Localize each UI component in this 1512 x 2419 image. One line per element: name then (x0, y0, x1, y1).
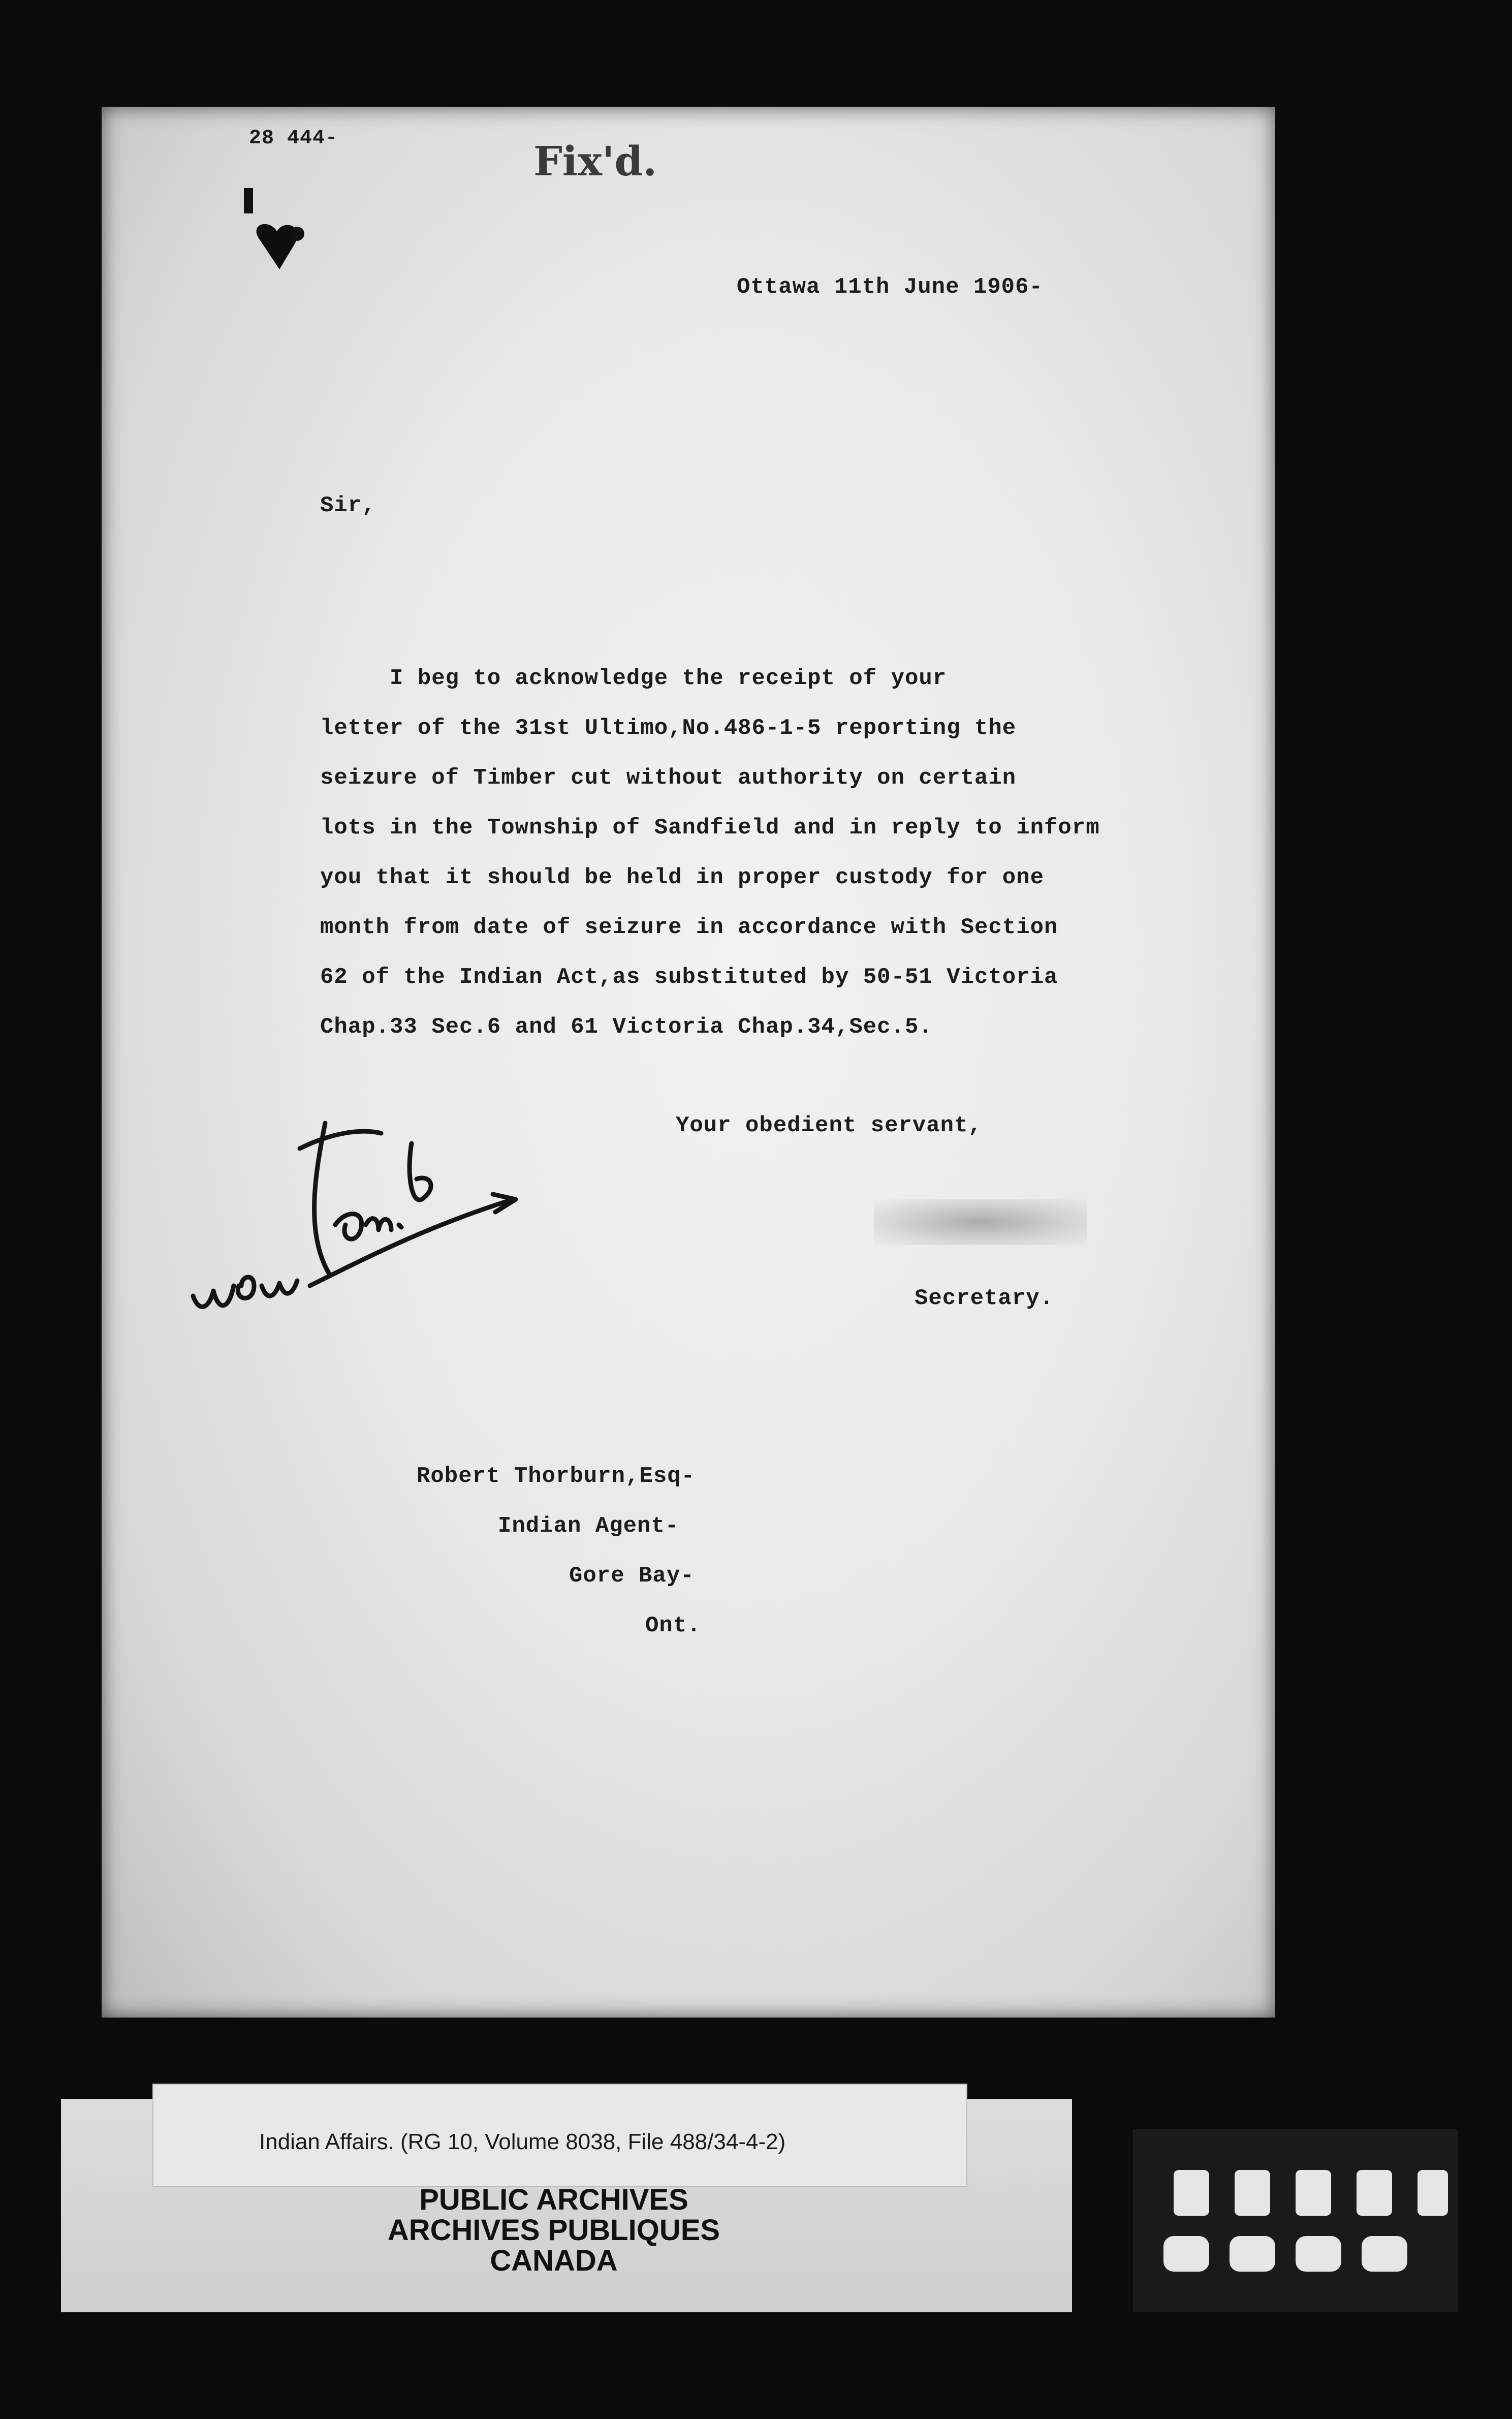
letter-salutation: Sir, (320, 493, 376, 518)
body-line: Chap.33 Sec.6 and 61 Victoria Chap.34,Sec.5. (320, 1014, 933, 1040)
letter-closing: Your obedient servant, (676, 1113, 982, 1138)
archive-reference: Indian Affairs. (RG 10, Volume 8038, File 488/34-4-2) (259, 2129, 786, 2154)
archive-name-en: PUBLIC ARCHIVES (419, 2183, 688, 2216)
file-reference-number: 28 444- (249, 127, 338, 150)
handwritten-note-text: Wm Com. to (178, 1072, 181, 1073)
letter-sheet (102, 107, 1275, 2018)
signature-smudge (874, 1199, 1087, 1245)
ink-blot-mark (239, 183, 315, 295)
body-line: lots in the Township of Sandfield and in reply to inform (320, 815, 1100, 841)
letter-dateline: Ottawa 11th June 1906- (737, 274, 1043, 300)
addressee-town: Gore Bay- (569, 1563, 695, 1589)
filed-stamp: Fix'd. (533, 137, 657, 185)
body-line: you that it should be held in proper custody for one (320, 865, 1045, 890)
body-line: month from date of seizure in accordance with Section (320, 915, 1058, 940)
body-line: I beg to acknowledge the receipt of your (320, 666, 947, 691)
addressee-province: Ont. (645, 1613, 701, 1638)
archive-name-fr: ARCHIVES PUBLIQUES (387, 2214, 720, 2247)
body-line: 62 of the Indian Act,as substituted by 50-51 Victoria (320, 965, 1058, 990)
addressee-name: Robert Thorburn,Esq- (417, 1464, 696, 1489)
archive-country: CANADA (490, 2244, 618, 2277)
body-line: seizure of Timber cut without authority on certain (320, 765, 1017, 791)
addressee-title: Indian Agent- (498, 1513, 679, 1539)
film-sprocket-marks (1133, 2129, 1458, 2312)
body-line: letter of the 31st Ultimo,No.486-1-5 reporting the (320, 716, 1017, 741)
signatory-title: Secretary. (915, 1286, 1054, 1311)
handwritten-note-signature (178, 1072, 544, 1357)
